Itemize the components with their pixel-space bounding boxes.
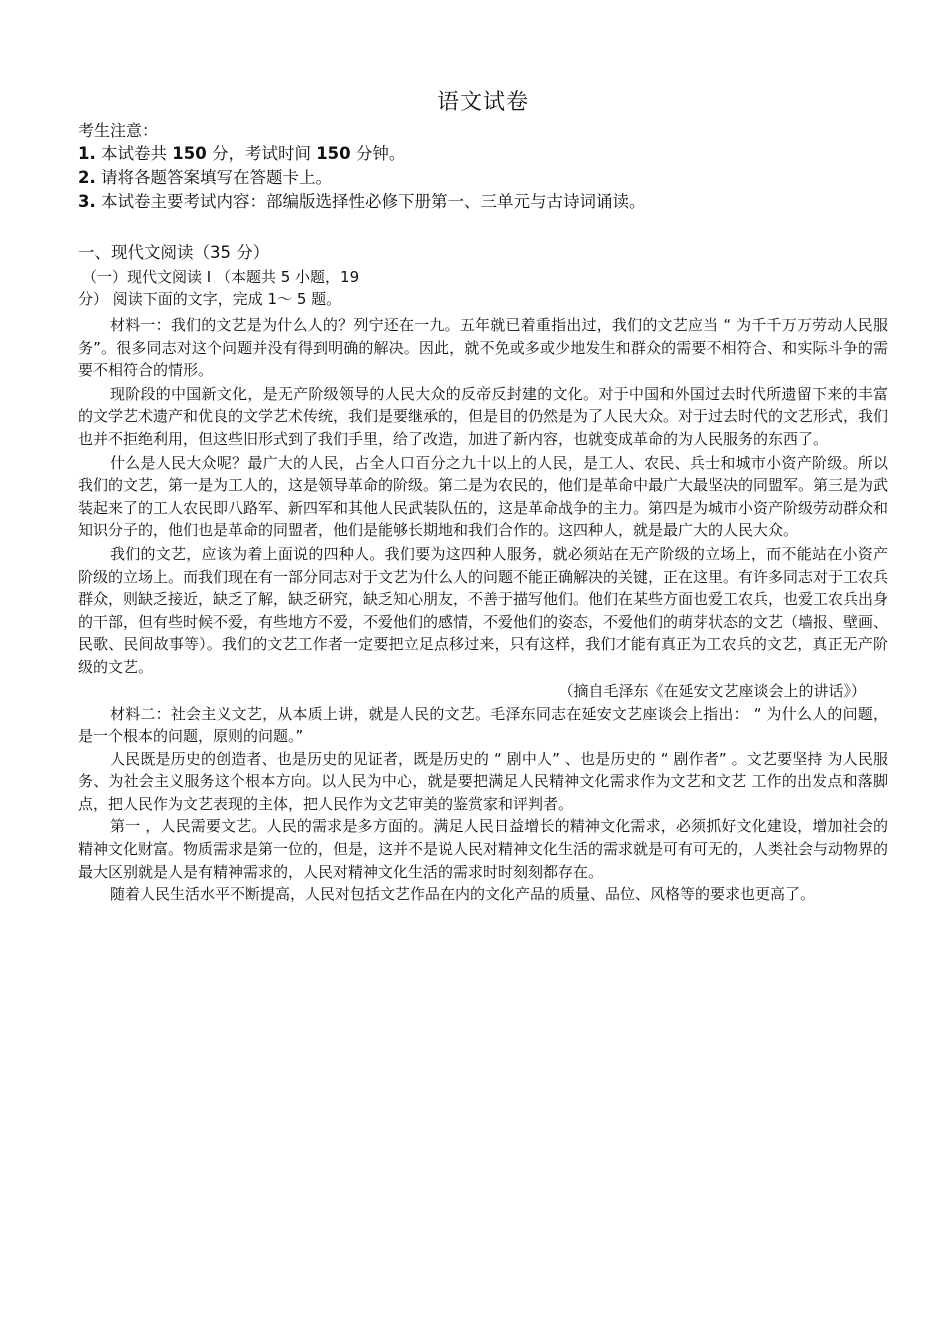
paragraph: 现阶段的中国新文化，是无产阶级领导的人民大众的反帝反封建的文化。对于中国和外国过去时代所遗留下来的丰富的文学艺术遗产和优良的文学艺术传统，我们是要继承的，但是目的仍然是为了人民大众。对于过去时代的文艺形式，我们也并不拒绝利用，但这些旧形式到了我们手里，给了改造，加进了新内容，也就变成革命的为人民服务的东西了。 [78, 384, 889, 448]
subsection-heading: （一）现代文阅读 I （本题共 5 小题，19 [82, 268, 360, 286]
section-heading: 一、现代文阅读（35 分） [78, 243, 270, 262]
paragraph: 什么是人民大众呢？最广大的人民，占全人口百分之九十以上的人民，是工人、农民、兵士和城市小资产阶级。所以我们的文艺，第一是为工人的，这是领导革命的阶级。第二是为农民的，他们是革命中最广大最坚决的同盟军。第三是为武装起来了的工人农民即八路军、新四军和其他人民武装队伍的，这是革命战争的主力。第四是为城市小资产阶级劳动群众和知识分子的，他们也是革命的同盟者，他们是能够长期地和我们合作的。这四种人，就是最广大的人民大众。 [78, 453, 889, 540]
paragraph: 第一 ，人民需要文艺。人民的需求是多方面的。满足人民日益增长的精神文化需求，必须抓好文化建设，增加社会的精神文化财富。物质需求是第一位的，但是，这并不是说人民对精神文化生活的需求就是可有可无的，人类社会与动物界的最大区别就是人是有精神需求的，人民对精神文化生活的需求时时刻刻都存在。 [78, 817, 889, 881]
notice-item: 2. 请将各题答案填写在答题卡上。 [78, 168, 332, 187]
notice-list [78, 142, 888, 214]
notice-item: 1. 本试卷共 150 分，考试时间 150 分钟。 [78, 144, 406, 163]
subsection-instruction: 分） 阅读下面的文字，完成 1～ 5 题。 [78, 290, 342, 308]
paragraph: 材料一：我们的文艺是为什么人的？列宁还在一九。五年就已着重指出过，我们的文艺应当 “ 为千千万万劳动人民服务”。很多同志对这个问题并没有得到明确的解决。因此，就不免或多或少地发生和群众的需要不相符合、和实际斗争的需要不相符合的情形。 [78, 316, 888, 380]
page-title: 语文试卷 [436, 90, 529, 115]
paragraph: 材料二：社会主义文艺，从本质上讲，就是人民的文艺。毛泽东同志在延安文艺座谈会上指出： “ 为什么人的问题，是一个根本的问题，原则的问题。” [78, 704, 888, 746]
paragraph: 我们的文艺，应该为着上面说的四种人。我们要为这四种人服务，就必须站在无产阶级的立场上，而不能站在小资产阶级的立场上。而我们现在有一部分同志对于文艺为什么人的问题不能正确解决的关键，正在这里。有许多同志对于工农兵群众，则缺乏接近，缺乏了解，缺乏研究，缺乏知心朋友，不善于描写他们。他们在某些方面也爱工农兵，也爱工农兵出身的干部，但有些时候不爱，有些地方不爱，不爱他们的感情，不爱他们的姿态，不爱他们的萌芽状态的文艺（墙报、壁画、民歌、民间故事等）。我们的文艺工作者一定要把立足点移过来，只有这样，我们才能有真正为工农兵的文艺，真正无产阶级的文艺。 [78, 544, 889, 676]
notice-heading: 考生注意： [78, 121, 159, 140]
notice-item: 3. 本试卷主要考试内容：部编版选择性必修下册第一、三单元与古诗词诵读。 [78, 192, 646, 211]
source-citation: （摘自毛泽东《在延安文艺座谈会上的讲话》） [558, 681, 866, 700]
paragraph: 随着人民生活水平不断提高，人民对包括文艺作品在内的文化产品的质量、品位、风格等的要求也更高了。 [110, 885, 816, 904]
paragraph: 人民既是历史的创造者、也是历史的见证者，既是历史的 “ 剧中人” 、也是历史的 “ 剧作者” 。文艺要坚持 为人民服务、为社会主义服务这个根本方向。以人民为中心，就是要把满足人民精神文化需求作为文艺和文艺 工作的出发点和落脚点，把人民作为文艺表现的主体，把人民作为文艺审美的鉴赏家和评判者。 [78, 749, 888, 813]
exam-page [78, 86, 888, 906]
